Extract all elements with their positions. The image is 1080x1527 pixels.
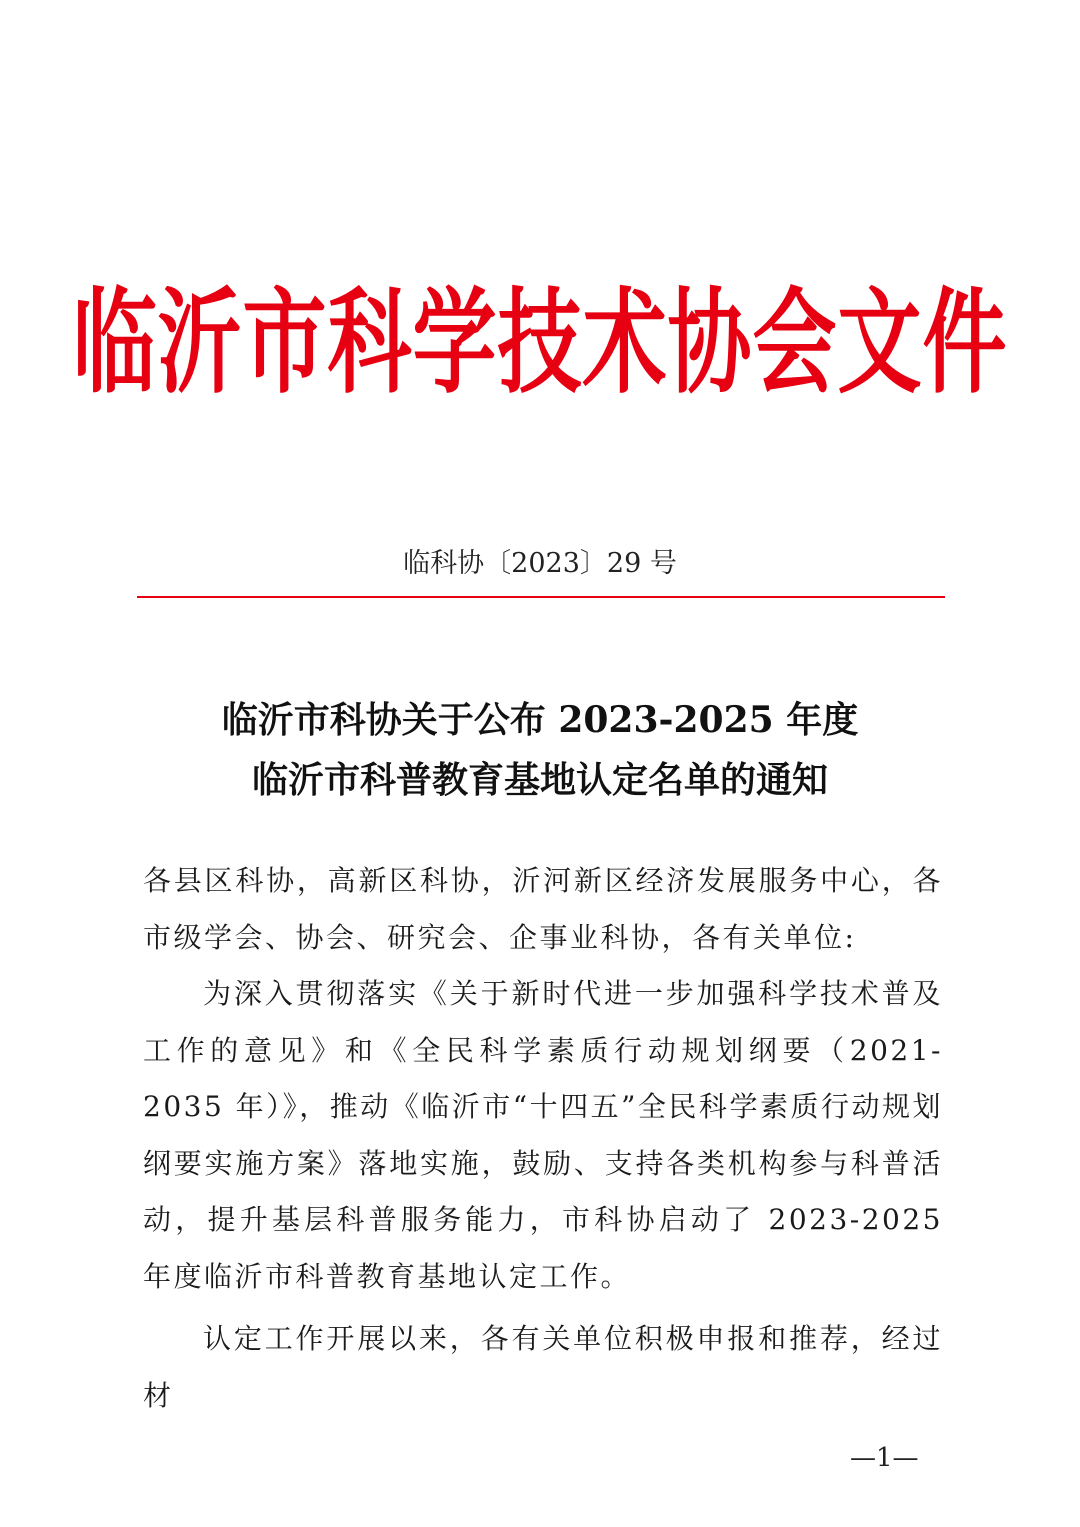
document-header-title: 临沂市科学技术协会文件 [72,276,1008,410]
notice-title-line-1: 临沂市科协关于公布 2023-2025 年度 [221,699,859,741]
body-paragraph-2: 认定工作开展以来，各有关单位积极申报和推荐，经过材 [143,1322,943,1412]
page-number: —1— [850,1443,919,1473]
body-paragraph-1: 为深入贯彻落实《关于新时代进一步加强科学技术普及工作的意见》和《全民科学素质行动规划纲要（2021-2035 年）》，推动《临沂市“十四五”全民科学素质行动规划纲要实施方案》落地实施，鼓励、支持各类机构参与科普活动，提升基层科普服务能力，市科协启动了 2023-2025 年度临沂市科普教育基地认定工作。 [143,977,943,1293]
salutation: 各县区科协，高新区科协，沂河新区经济发展服务中心，各市级学会、协会、研究会、企事业科协，各有关单位: [143,864,943,954]
notice-title-line-2: 临沂市科普教育基地认定名单的通知 [251,759,828,801]
document-number: 临科协〔2023〕29 号 [403,548,677,579]
red-divider-line [137,596,945,598]
notice-title [0,690,1080,810]
notice-body [143,853,943,1424]
